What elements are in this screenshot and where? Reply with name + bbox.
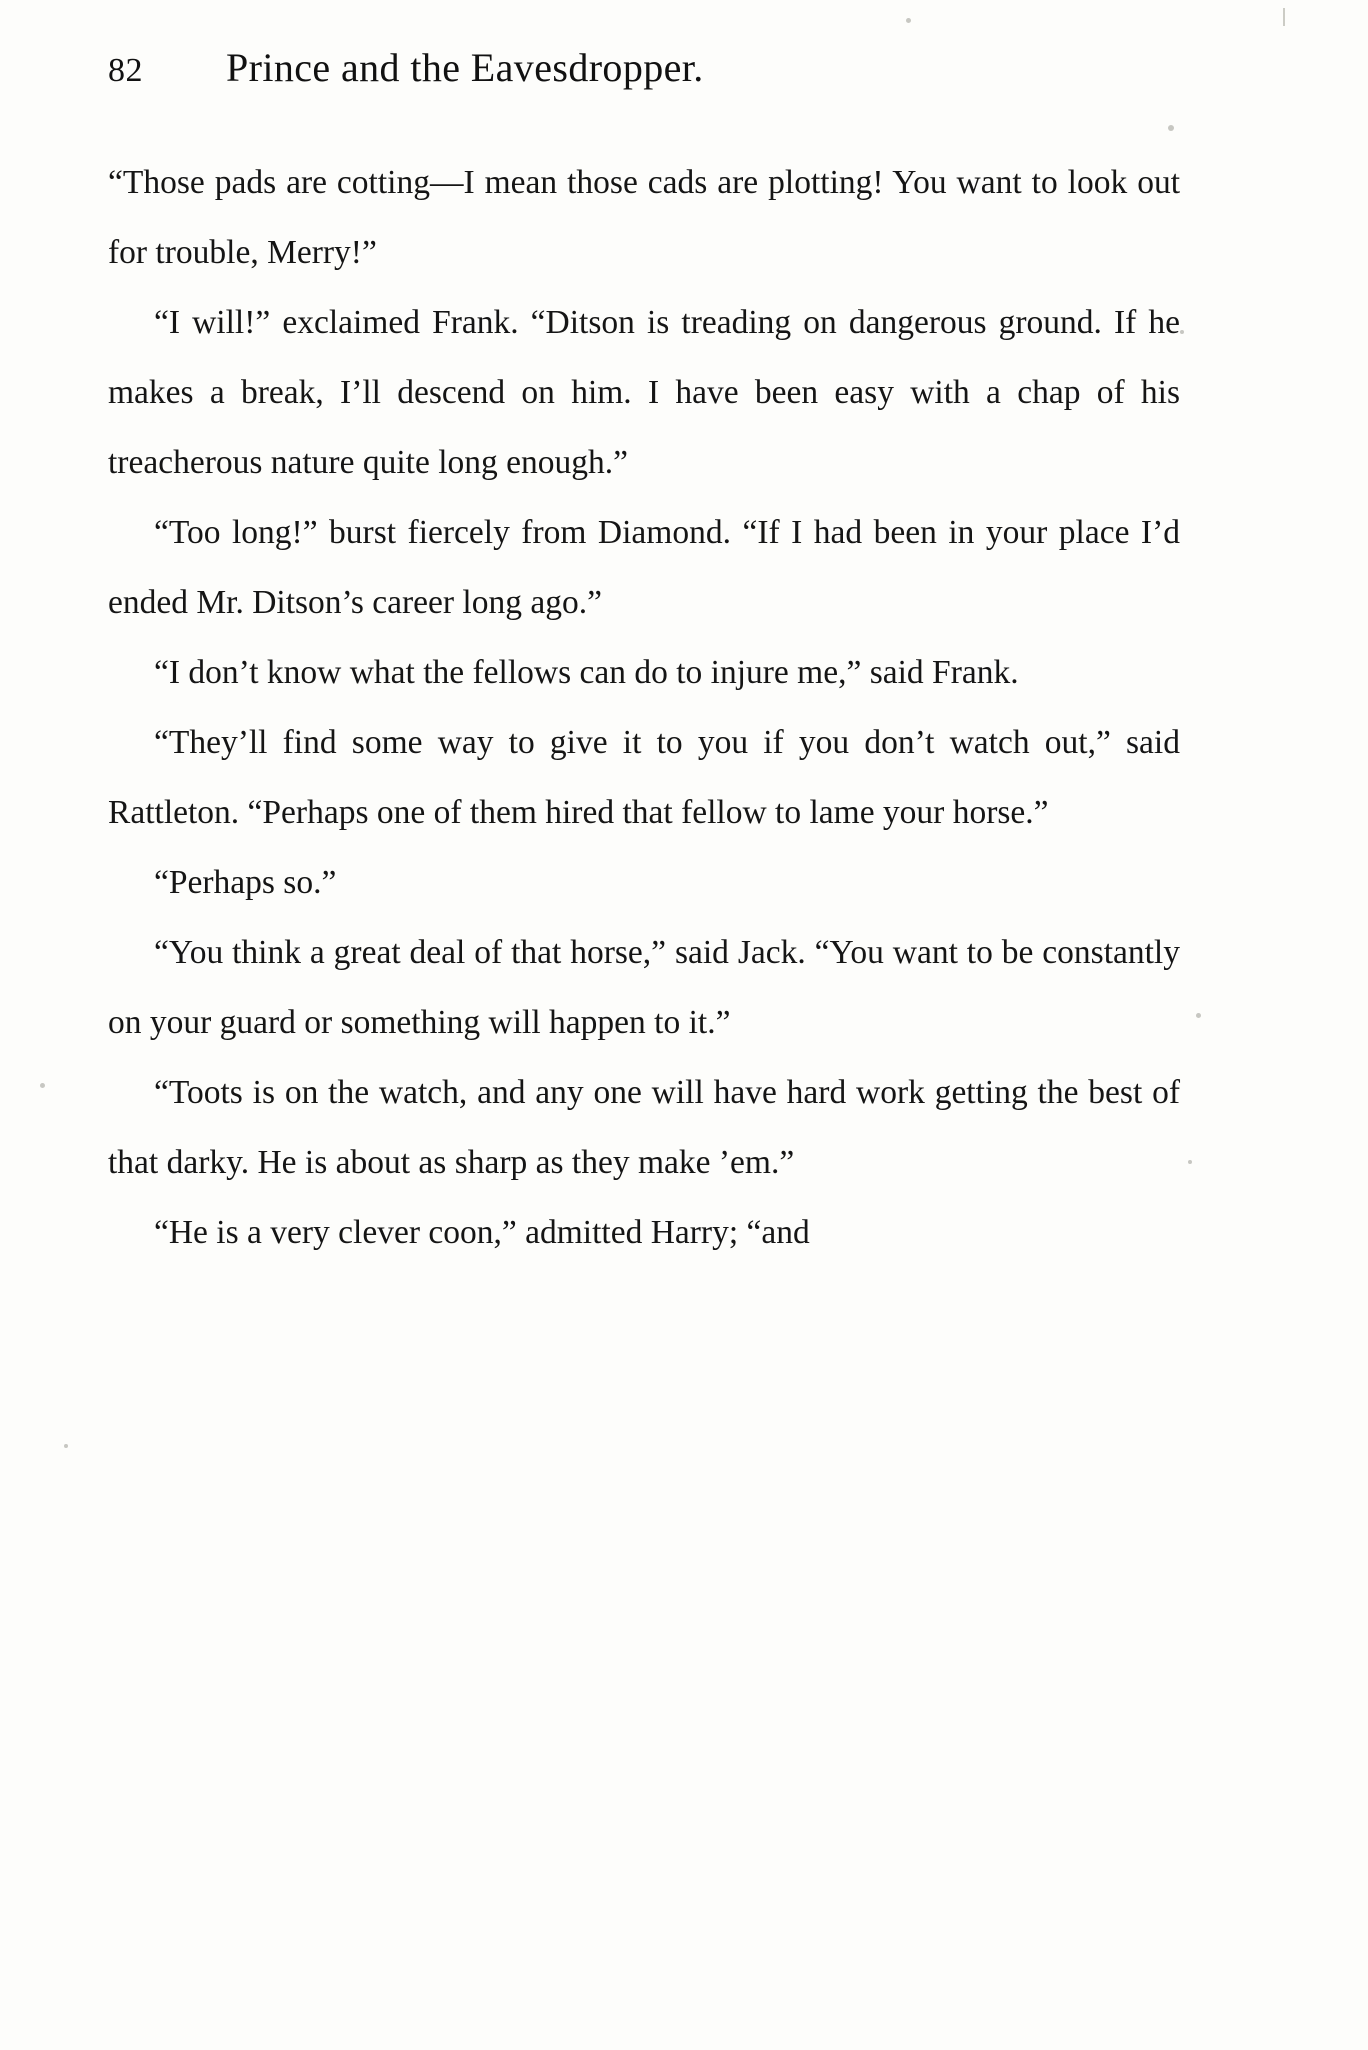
paragraph: “I will!” exclaimed Frank. “Ditson is treading on dangerous ground. If he makes a break, I’ll descend on him. I have been easy with a chap of his treacherous nature quite long enough.” <box>108 304 1180 481</box>
scan-artifact-mark <box>1283 8 1285 26</box>
body-text <box>108 148 1180 1268</box>
running-head: Prince and the Eavesdropper. <box>226 45 704 90</box>
page-number: 82 <box>108 52 143 89</box>
paragraph: “I don’t know what the fellows can do to injure me,” said Frank. <box>154 654 1019 691</box>
scan-speck <box>1196 1013 1201 1018</box>
scan-speck <box>1180 330 1184 334</box>
paragraph: “Toots is on the watch, and any one will have hard work getting the best of that darky. He is about as sharp as they make ’em.” <box>108 1074 1180 1181</box>
paragraph: “He is a very clever coon,” admitted Harry; “and <box>154 1214 810 1251</box>
paragraph: “Perhaps so.” <box>154 864 337 901</box>
scan-speck <box>1188 1160 1192 1164</box>
page-header <box>108 44 1180 114</box>
paragraph: “Those pads are cotting—I mean those cads are plotting! You want to look out for trouble, Merry!” <box>108 164 1180 271</box>
paragraph: “Too long!” burst fiercely from Diamond. “If I had been in your place I’d ended Mr. Ditson’s career long ago.” <box>108 514 1180 621</box>
scan-speck <box>64 1444 68 1448</box>
scan-speck <box>906 18 911 23</box>
paragraph: “They’ll find some way to give it to you if you don’t watch out,” said Rattleton. “Perhaps one of them hired that fellow to lame your horse.” <box>108 724 1180 831</box>
paragraph: “You think a great deal of that horse,” said Jack. “You want to be constantly on your guard or something will happen to it.” <box>108 934 1180 1041</box>
scan-speck <box>40 1083 45 1088</box>
page-content <box>108 44 1180 1268</box>
